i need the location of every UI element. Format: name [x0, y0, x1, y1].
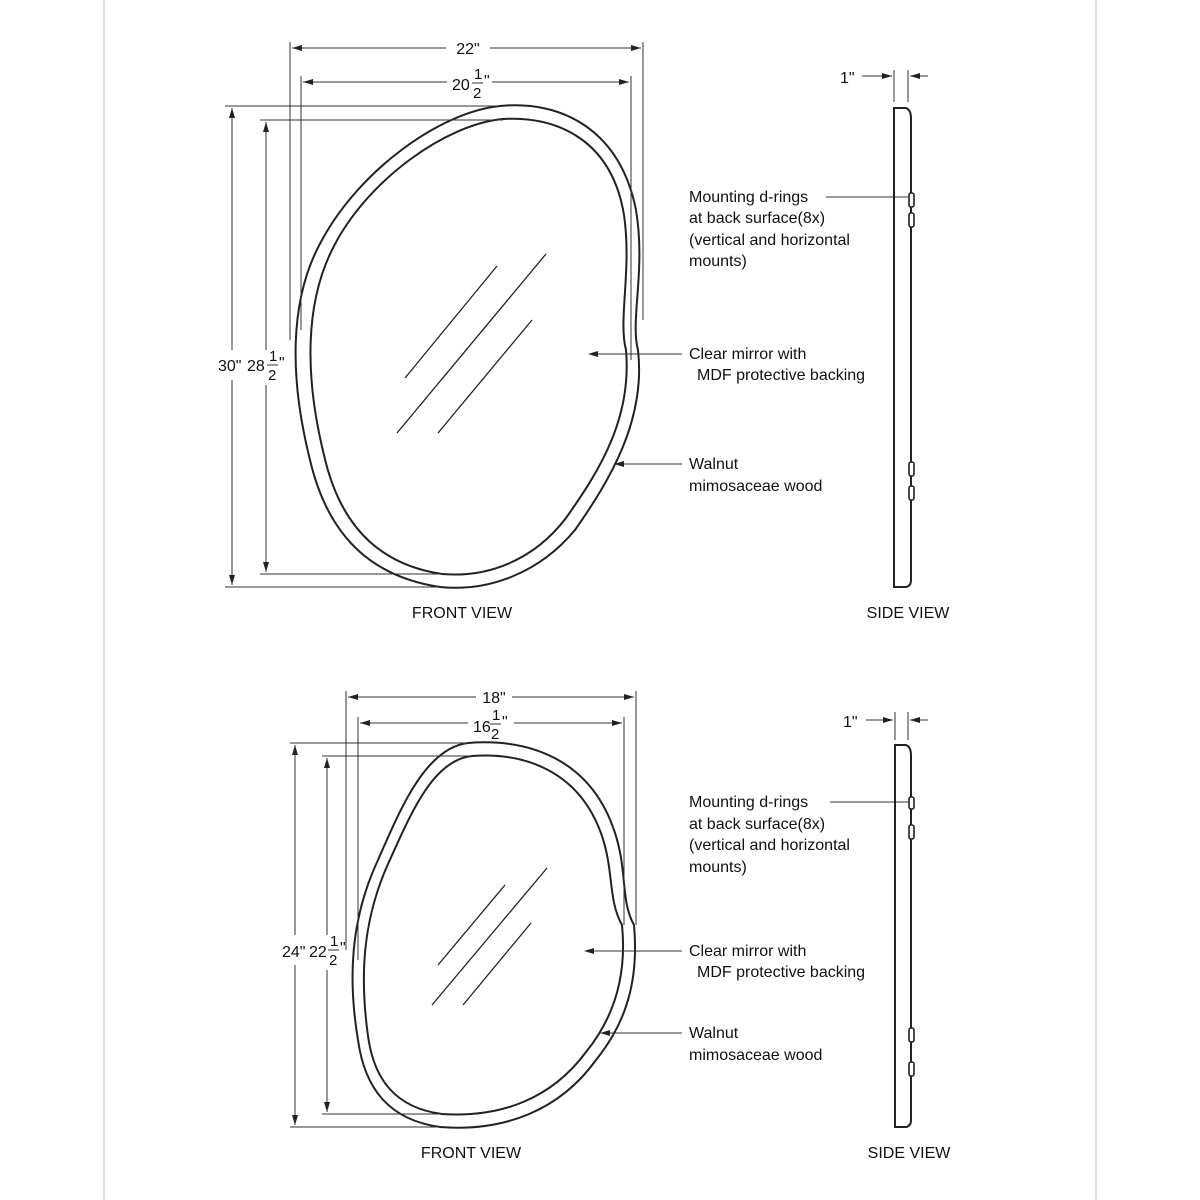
- arrowhead: [292, 745, 298, 755]
- arrowhead: [229, 108, 235, 118]
- inner-width-denominator: 2: [473, 85, 482, 102]
- arrowhead: [303, 79, 313, 85]
- inner-height-unit: ": [340, 940, 346, 957]
- inner-width-numerator: 1: [474, 66, 483, 83]
- inner-width-numerator: 1: [492, 707, 501, 724]
- inner-width-whole: 16: [473, 719, 491, 736]
- d-ring: [909, 1062, 914, 1076]
- inner-width-unit: ": [484, 73, 490, 90]
- arrowhead: [612, 720, 622, 726]
- arrowhead: [624, 694, 634, 700]
- depth-dimension: 1": [843, 714, 858, 731]
- reflection-line: [438, 320, 532, 433]
- section-large-mirror: [218, 41, 950, 622]
- reflection-line: [463, 923, 531, 1005]
- arrowhead: [292, 45, 302, 51]
- wood-callout-line2: mimosaceae wood: [689, 478, 823, 495]
- inner-width-whole: 20: [452, 77, 470, 94]
- inner-width-dimension: [473, 707, 508, 743]
- inner-height-numerator: 1: [330, 933, 339, 950]
- arrowhead: [229, 575, 235, 585]
- arrowhead: [584, 948, 594, 954]
- front-view-large: [218, 41, 643, 622]
- inner-height-dimension: [247, 348, 285, 384]
- drings-callout-line2: at back surface(8x): [689, 816, 826, 833]
- drings-callout-line4: mounts): [689, 859, 747, 876]
- width-dimension: 22": [456, 41, 480, 58]
- mirror-callout-line2: MDF protective backing: [697, 367, 866, 384]
- mirror-callout-line1: Clear mirror with: [689, 943, 807, 960]
- height-dimension: 24": [282, 944, 306, 961]
- d-ring: [909, 213, 914, 227]
- front-view-label: FRONT VIEW: [411, 605, 513, 622]
- drings-callout-line3: (vertical and horizontal: [689, 837, 850, 854]
- side-view-label: SIDE VIEW: [866, 605, 950, 622]
- side-view-large: [840, 70, 950, 622]
- mirror-callout-line2: MDF protective backing: [697, 964, 866, 981]
- callouts-small: [584, 794, 910, 1064]
- front-view-small: [282, 690, 636, 1162]
- inner-height-numerator: 1: [269, 348, 278, 365]
- section-small-mirror: [282, 690, 951, 1162]
- d-ring: [909, 797, 914, 809]
- inner-height-denominator: 2: [268, 367, 277, 384]
- depth-dimension: 1": [840, 70, 855, 87]
- mirror-outer-frame: [353, 742, 636, 1127]
- arrowhead: [883, 717, 893, 723]
- arrowhead: [292, 1115, 298, 1125]
- d-ring: [909, 193, 914, 207]
- drings-callout-line2: at back surface(8x): [689, 210, 826, 227]
- drings-callout-line1: Mounting d-rings: [689, 189, 809, 206]
- inner-height-unit: ": [279, 355, 285, 372]
- inner-height-denominator: 2: [329, 952, 338, 969]
- side-view-small: [843, 712, 951, 1162]
- arrowhead: [910, 717, 920, 723]
- reflection-line: [432, 868, 547, 1005]
- drings-callout-line3: (vertical and horizontal: [689, 232, 850, 249]
- arrowhead: [910, 73, 920, 79]
- d-ring: [909, 486, 914, 500]
- inner-height-whole: 22: [309, 944, 327, 961]
- side-profile: [894, 108, 911, 587]
- wood-callout-line1: Walnut: [689, 1025, 739, 1042]
- wood-callout-line2: mimosaceae wood: [689, 1047, 823, 1064]
- arrowhead: [263, 562, 269, 572]
- reflection-line: [397, 254, 546, 433]
- arrowhead: [324, 1102, 330, 1112]
- arrowhead: [348, 694, 358, 700]
- reflection-line: [405, 266, 497, 378]
- inner-width-denominator: 2: [491, 726, 500, 743]
- mirror-inner-frame: [364, 756, 623, 1115]
- inner-width-unit: ": [502, 714, 508, 731]
- front-view-label: FRONT VIEW: [420, 1145, 522, 1162]
- inner-height-whole: 28: [247, 358, 265, 375]
- d-ring: [909, 825, 914, 839]
- drings-callout-line4: mounts): [689, 253, 747, 270]
- arrowhead: [263, 122, 269, 132]
- arrowhead: [882, 73, 892, 79]
- inner-height-dimension: [309, 933, 346, 969]
- arrowhead: [619, 79, 629, 85]
- arrowhead: [631, 45, 641, 51]
- arrowhead: [588, 351, 598, 357]
- arrowhead: [360, 720, 370, 726]
- d-ring: [909, 1028, 914, 1042]
- height-dimension: 30": [218, 358, 242, 375]
- reflection-line: [438, 885, 505, 965]
- mirror-callout-line1: Clear mirror with: [689, 346, 807, 363]
- wood-callout-line1: Walnut: [689, 456, 739, 473]
- drings-callout-line1: Mounting d-rings: [689, 794, 809, 811]
- width-dimension: 18": [482, 690, 506, 707]
- inner-width-dimension: [452, 66, 490, 102]
- d-ring: [909, 462, 914, 476]
- arrowhead: [324, 758, 330, 768]
- side-view-label: SIDE VIEW: [867, 1145, 951, 1162]
